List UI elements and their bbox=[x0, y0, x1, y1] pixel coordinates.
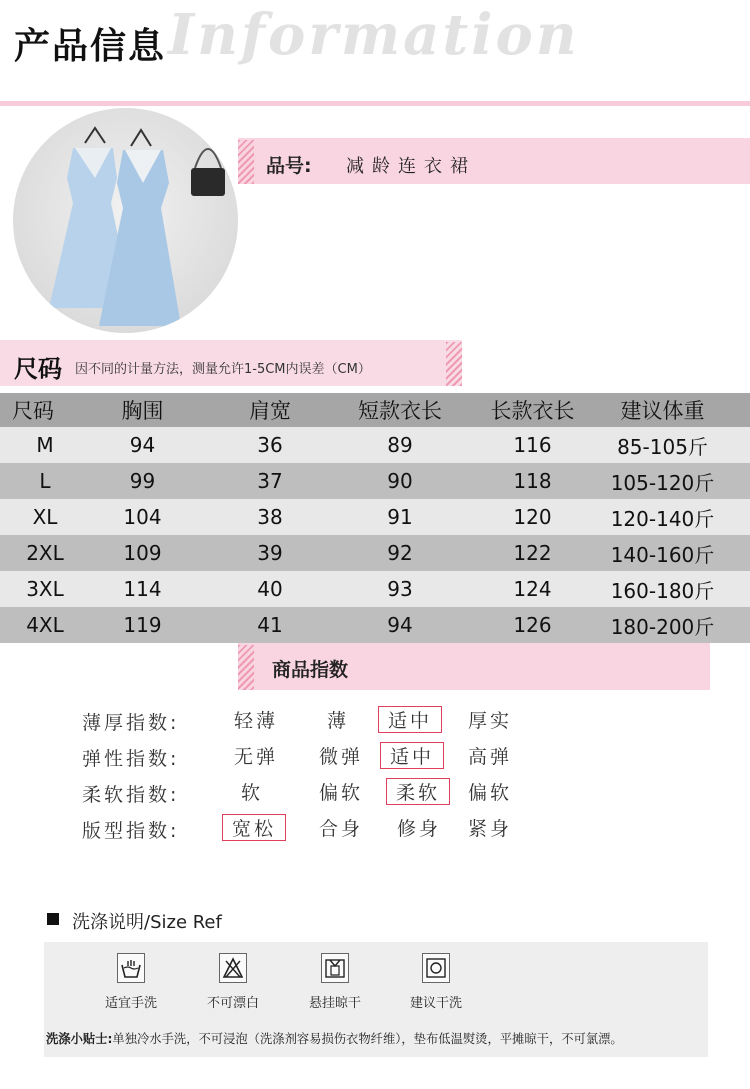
banner-hatch-decoration bbox=[238, 645, 254, 690]
index-option: 轻薄 bbox=[233, 710, 278, 732]
hand-wash-icon bbox=[117, 953, 145, 983]
bullet-square-icon bbox=[47, 913, 59, 925]
index-row-fit bbox=[0, 813, 750, 843]
index-option: 偏软 bbox=[467, 782, 512, 804]
washing-tip bbox=[46, 1029, 623, 1047]
table-cell: 39 bbox=[257, 541, 283, 565]
product-number-label: 品号: bbox=[266, 155, 312, 177]
table-cell: 140-160斤 bbox=[610, 543, 715, 567]
banner-hatch-decoration bbox=[446, 342, 462, 386]
index-option: 紧身 bbox=[467, 818, 512, 840]
table-row bbox=[0, 427, 750, 463]
table-cell: 124 bbox=[513, 577, 552, 601]
washing-label: 建议干洗 bbox=[409, 996, 462, 1011]
table-cell: 93 bbox=[387, 577, 413, 601]
table-cell: 119 bbox=[123, 613, 162, 637]
size-table-header bbox=[0, 393, 750, 427]
table-cell: 92 bbox=[387, 541, 413, 565]
index-label: 柔软指数: bbox=[82, 784, 180, 806]
table-cell: 38 bbox=[257, 505, 283, 529]
table-row bbox=[0, 499, 750, 535]
table-cell: XL bbox=[32, 505, 58, 529]
table-cell: 37 bbox=[257, 469, 283, 493]
no-bleach-icon bbox=[219, 953, 247, 983]
banner-hatch-decoration bbox=[238, 140, 254, 184]
table-cell: 120 bbox=[513, 505, 552, 529]
index-option: 无弹 bbox=[233, 746, 278, 768]
table-cell: 94 bbox=[387, 613, 413, 637]
table-cell: 94 bbox=[129, 433, 156, 457]
washing-item bbox=[183, 953, 283, 1011]
index-option: 软 bbox=[240, 782, 263, 804]
index-option: 修身 bbox=[396, 818, 441, 840]
product-number-value: 减龄连衣裙 bbox=[346, 156, 476, 177]
table-cell: 4XL bbox=[26, 613, 64, 637]
index-label: 弹性指数: bbox=[82, 748, 180, 770]
index-row-thickness bbox=[0, 705, 750, 735]
washing-item bbox=[285, 953, 385, 1011]
table-cell: 114 bbox=[123, 577, 162, 601]
index-option-selected: 适中 bbox=[380, 742, 444, 769]
index-option: 高弹 bbox=[467, 746, 512, 768]
hang-dry-icon bbox=[321, 953, 349, 983]
column-header: 肩宽 bbox=[249, 399, 291, 423]
header-title: 产品信息 bbox=[14, 26, 167, 67]
table-cell: 104 bbox=[123, 505, 162, 529]
table-cell: 36 bbox=[257, 433, 283, 457]
dry-clean-icon bbox=[422, 953, 450, 983]
column-header: 长款衣长 bbox=[490, 399, 575, 423]
washing-label: 适宜手洗 bbox=[104, 996, 157, 1011]
index-option: 微弹 bbox=[318, 746, 363, 768]
index-option-selected: 适中 bbox=[378, 706, 442, 733]
table-cell: M bbox=[36, 433, 54, 457]
table-cell: 2XL bbox=[26, 541, 64, 565]
header-title-english: Information bbox=[168, 2, 580, 68]
index-option: 合身 bbox=[318, 818, 363, 840]
washing-title: 洗涤说明/Size Ref bbox=[72, 912, 222, 933]
washing-tip-text: 单独冷水手洗，不可浸泡（洗涤剂容易损伤衣物纤维），垫布低温熨烫，平摊晾干，不可氯漂。 bbox=[112, 1032, 623, 1046]
washing-item bbox=[386, 953, 486, 1011]
washing-tip-label: 洗涤小贴士: bbox=[46, 1032, 113, 1046]
washing-item bbox=[81, 953, 181, 1011]
table-cell: 160-180斤 bbox=[610, 579, 715, 603]
table-cell: 109 bbox=[123, 541, 162, 565]
table-cell: 99 bbox=[129, 469, 156, 493]
table-cell: 122 bbox=[513, 541, 552, 565]
table-cell: 3XL bbox=[26, 577, 64, 601]
table-cell: L bbox=[39, 469, 51, 493]
washing-label: 悬挂晾干 bbox=[308, 996, 361, 1011]
size-table bbox=[0, 393, 750, 643]
column-header: 建议体重 bbox=[620, 399, 705, 423]
index-option: 偏软 bbox=[318, 782, 363, 804]
index-option: 薄 bbox=[326, 710, 349, 732]
table-row bbox=[0, 463, 750, 499]
index-option-selected: 柔软 bbox=[386, 778, 450, 805]
table-cell: 126 bbox=[513, 613, 552, 637]
table-cell: 91 bbox=[387, 505, 413, 529]
index-option: 厚实 bbox=[467, 710, 512, 732]
table-cell: 116 bbox=[513, 433, 552, 457]
table-cell: 85-105斤 bbox=[617, 435, 708, 459]
column-header: 尺码 bbox=[12, 399, 54, 423]
product-photo bbox=[13, 108, 238, 333]
header-divider bbox=[0, 101, 750, 106]
table-cell: 118 bbox=[513, 469, 552, 493]
column-header: 胸围 bbox=[121, 399, 164, 423]
table-cell: 89 bbox=[387, 433, 413, 457]
table-cell: 120-140斤 bbox=[610, 507, 715, 531]
index-label: 版型指数: bbox=[82, 820, 180, 842]
index-label: 薄厚指数: bbox=[82, 712, 180, 734]
column-header: 短款衣长 bbox=[358, 399, 442, 423]
size-title: 尺码 bbox=[14, 355, 62, 383]
table-row bbox=[0, 535, 750, 571]
product-number-banner bbox=[238, 138, 750, 184]
table-cell: 40 bbox=[257, 577, 283, 601]
table-cell: 180-200斤 bbox=[610, 615, 715, 639]
table-cell: 41 bbox=[257, 613, 283, 637]
size-note: 因不同的计量方法，测量允许1-5CM内误差（CM） bbox=[75, 362, 371, 377]
index-title: 商品指数 bbox=[272, 659, 349, 681]
table-row bbox=[0, 571, 750, 607]
table-cell: 90 bbox=[387, 469, 413, 493]
washing-label: 不可漂白 bbox=[206, 996, 259, 1011]
index-option-selected: 宽松 bbox=[222, 814, 286, 841]
table-cell: 105-120斤 bbox=[610, 471, 715, 495]
index-row-softness bbox=[0, 777, 750, 807]
table-row bbox=[0, 607, 750, 643]
index-row-elasticity bbox=[0, 741, 750, 771]
